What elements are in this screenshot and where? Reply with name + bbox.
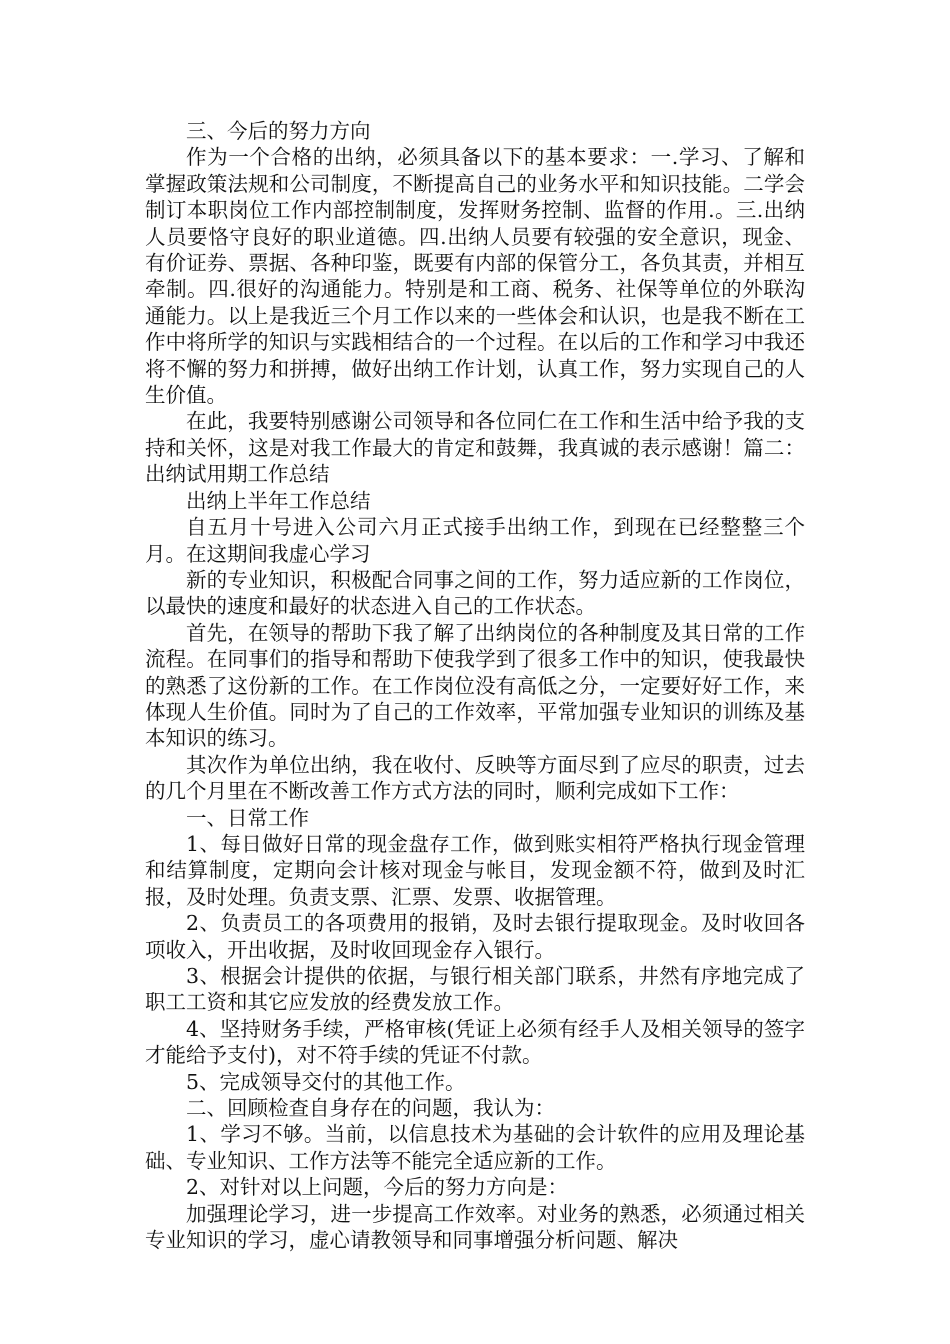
list-item-5: 5、完成领导交付的其他工作。 <box>186 1069 466 1094</box>
heading-daily-work: 一、日常工作 <box>186 805 309 830</box>
problem-item-1: 1、学习不够。当前，以信息技术为基础的会计软件的应用及理论基础、专业知识、工作方法等不能完全适应新的工作。 <box>145 1122 805 1173</box>
paragraph-strengthen-learning: 加强理论学习，进一步提高工作效率。对业务的熟悉，必须通过相关专业知识的学习，虚心请教领导和同事增强分析问题、解决 <box>145 1201 805 1253</box>
section-heading-future-direction: 三、今后的努力方向 <box>186 119 371 143</box>
paragraph-new-knowledge: 新的专业知识，积极配合同事之间的工作，努力适应新的工作岗位，以最快的速度和最好的状态进入自己的工作状态。 <box>145 567 805 619</box>
paragraph-thanks: 在此，我要特别感谢公司领导和各位同仁在工作和生活中给予我的支持和关怀，这是对我工作最大的肯定和鼓舞，我真诚的表示感谢！篇二：出纳试用期工作总结 <box>145 409 805 487</box>
document-page <box>145 118 805 1253</box>
list-item-3: 3、根据会计提供的依据，与银行相关部门联系，井然有序地完成了职工工资和其它应发放的经费发放工作。 <box>145 964 805 1015</box>
problem-item-2: 2、对针对以上问题，今后的努力方向是： <box>186 1175 569 1200</box>
heading-review-problems: 二、回顾检查自身存在的问题，我认为： <box>186 1096 555 1121</box>
paragraph-second: 其次作为单位出纳，我在收付、反映等方面尽到了应尽的职责，过去的几个月里在不断改善工作方式方法的同时，顺利完成如下工作： <box>145 752 805 804</box>
list-item-1: 1、每日做好日常的现金盘存工作，做到账实相符严格执行现金管理和结算制度，定期向会计核对现金与帐目，发现金额不符，做到及时汇报，及时处理。负责支票、汇票、发票、收据管理。 <box>145 831 805 909</box>
heading-half-year-summary: 出纳上半年工作总结 <box>186 488 371 513</box>
paragraph-first: 首先，在领导的帮助下我了解了出纳岗位的各种制度及其日常的工作流程。在同事们的指导和帮助下使我学到了很多工作中的知识，使我最快的熟悉了这份新的工作。在工作岗位没有高低之分，一定要好好工作，来体现人生价值。同时为了自己的工作效率，平常加强专业知识的训练及基本知识的练习。 <box>145 620 805 751</box>
list-item-4: 4、坚持财务手续，严格审核(凭证上必须有经手人及相关领导的签字才能给予支付)，对不符手续的凭证不付款。 <box>145 1016 805 1068</box>
paragraph-joined-company: 自五月十号进入公司六月正式接手出纳工作，到现在已经整整三个月。在这期间我虚心学习 <box>145 515 805 566</box>
list-item-2: 2、负责员工的各项费用的报销，及时去银行提取现金。及时收回各项收入，开出收据，及时收回现金存入银行。 <box>145 911 805 962</box>
paragraph-requirements: 作为一个合格的出纳，必须具备以下的基本要求：一.学习、了解和掌握政策法规和公司制度，不断提高自己的业务水平和知识技能。二学会制订本职岗位工作内部控制制度，发挥财务控制、监督的作用.。三.出纳人员要恪守良好的职业道德。四.出纳人员要有较强的安全意识，现金、有价证券、票据、各种印鉴，既要有内部的保管分工，各负其责，并相互牵制。四.很好的沟通能力。特别是和工商、税务、社保等单位的外联沟通能力。以上是我近三个月工作以来的一些体会和认识，也是我不断在工作中将所学的知识与实践相结合的一个过程。在以后的工作和学习中我还将不懈的努力和拼搏，做好出纳工作计划，认真工作，努力实现自己的人生价值。 <box>145 145 805 408</box>
